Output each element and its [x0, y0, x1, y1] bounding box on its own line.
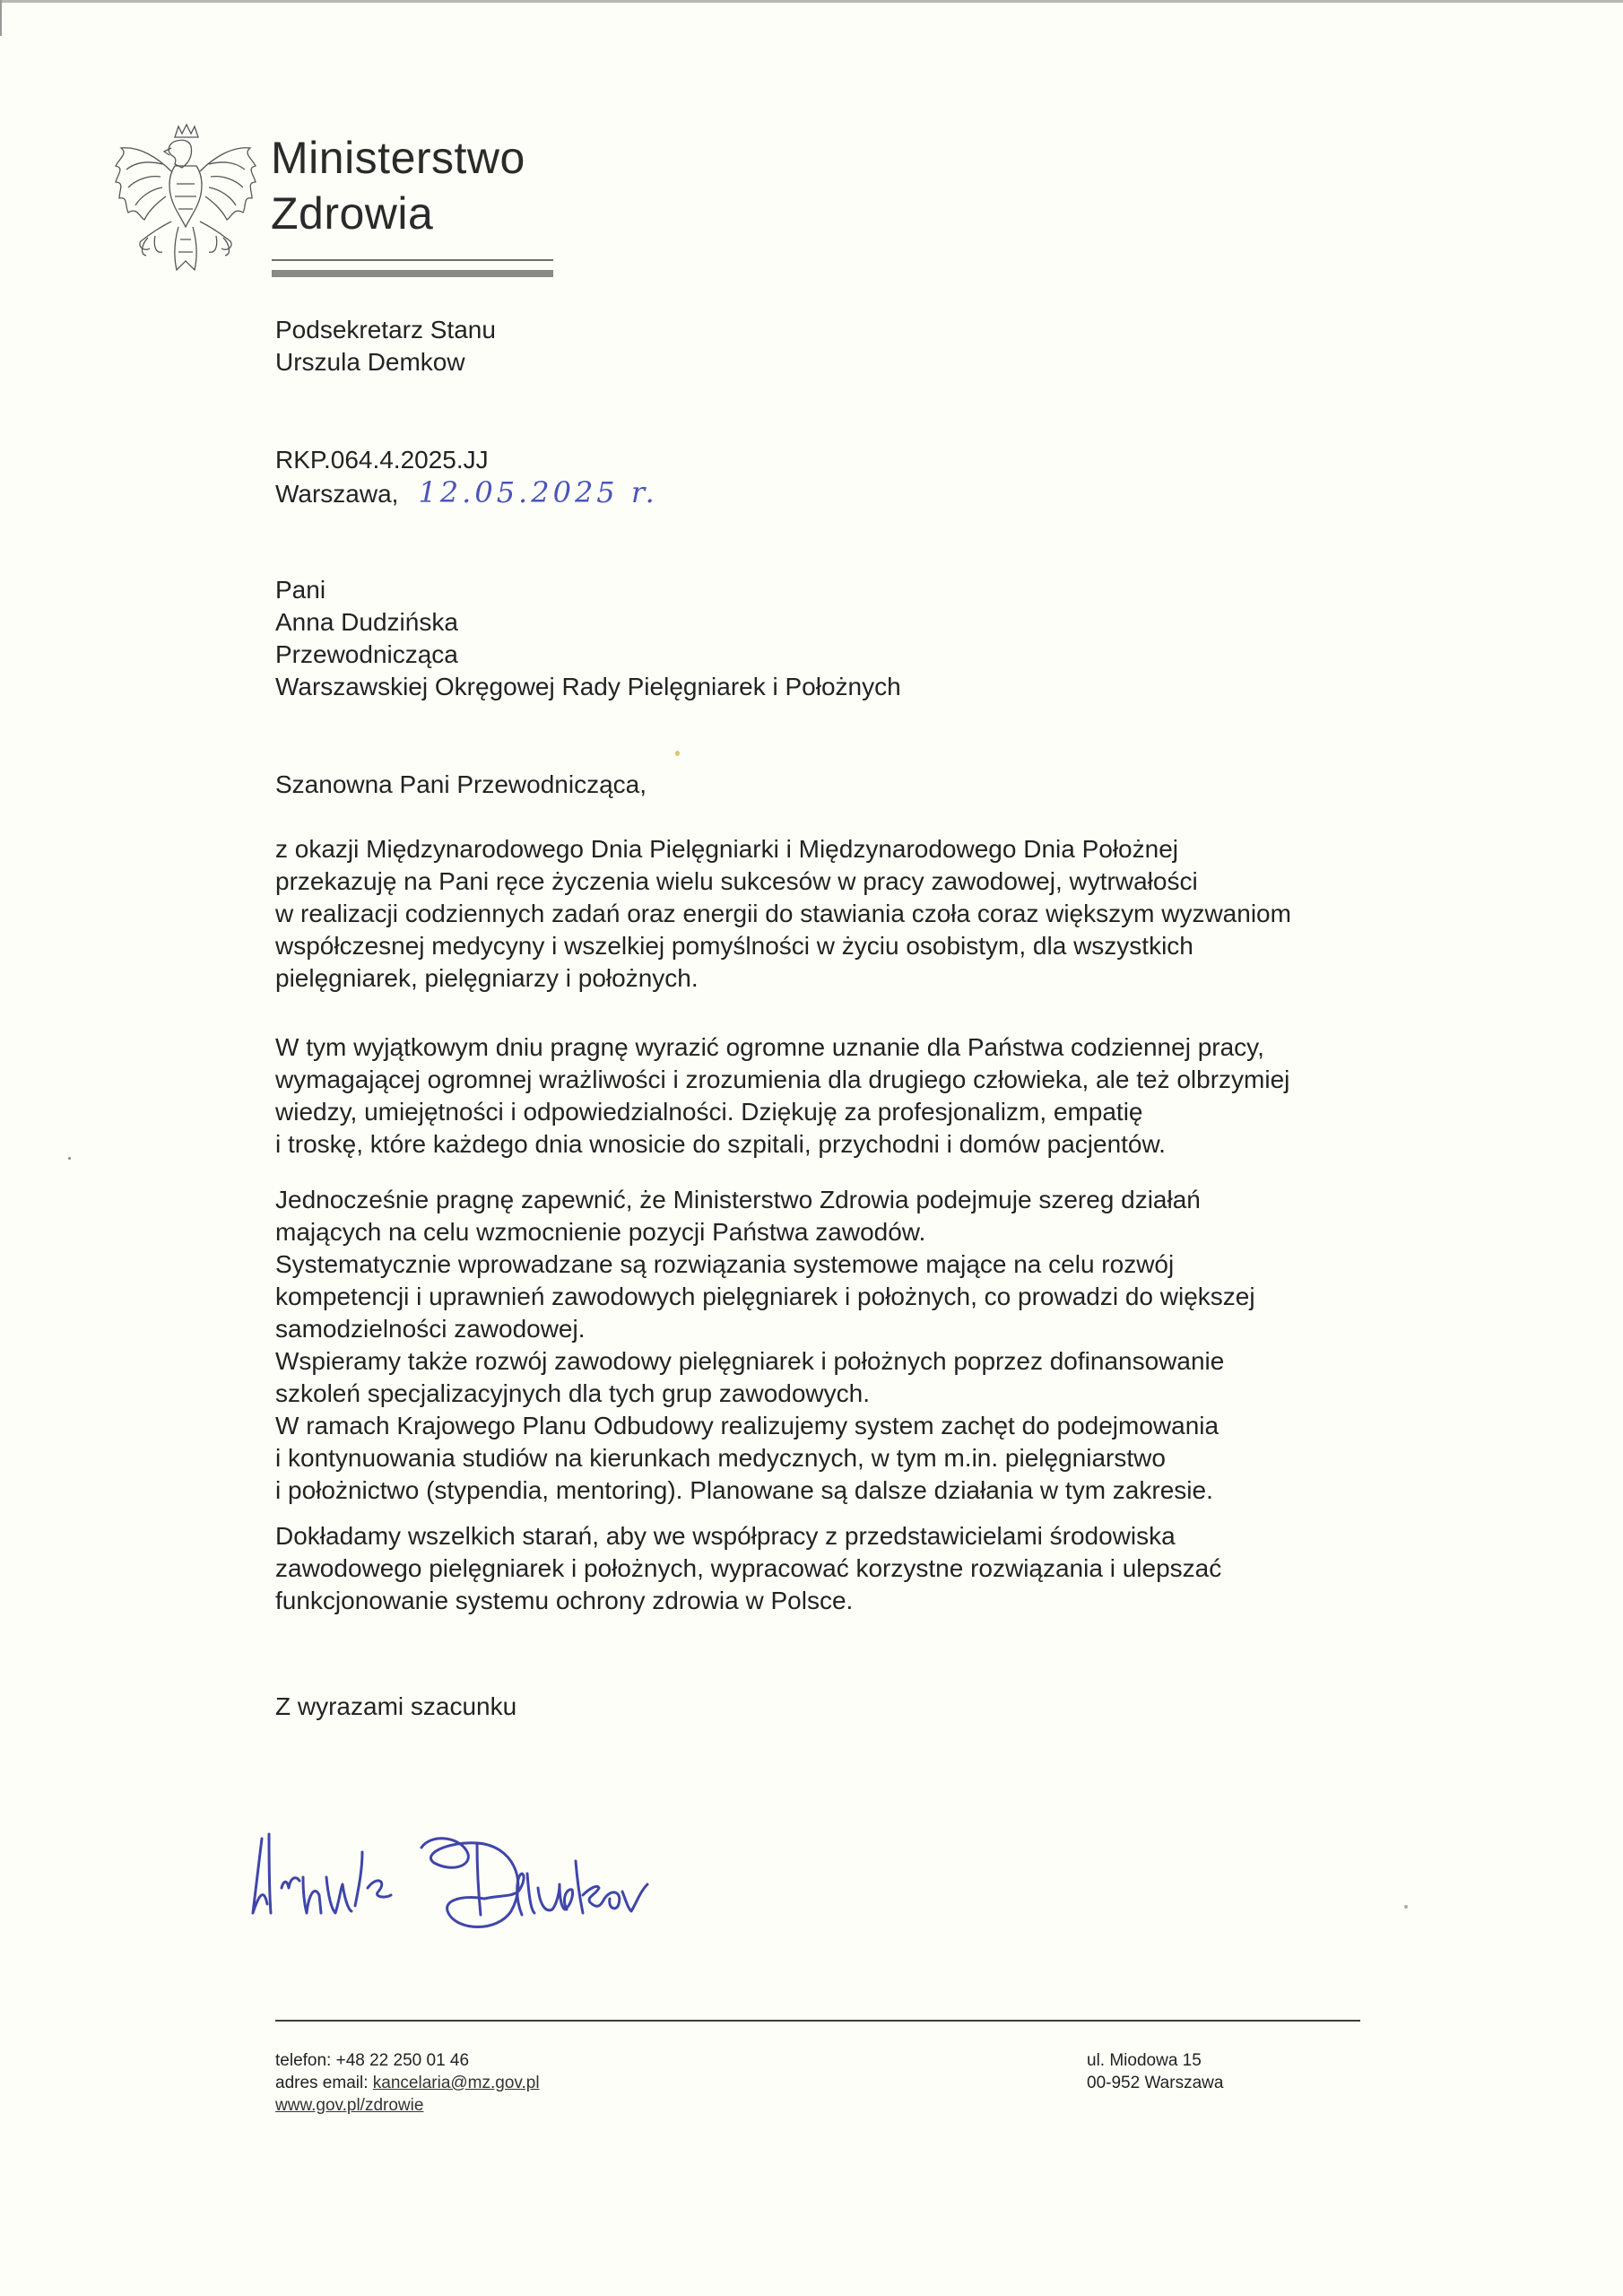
footer-email-link[interactable]: kancelaria@mz.gov.pl — [372, 2074, 540, 2092]
ministry-name-line2: Zdrowia — [271, 188, 434, 239]
scan-top-edge — [0, 0, 1623, 3]
paragraph-line: szkoleń specjalizacyjnych dla tych grup zawodowych. — [275, 1379, 870, 1407]
footer-email-row — [275, 2072, 540, 2094]
paragraph-line: przekazuję na Pani ręce życzenia wielu sukcesów w pracy zawodowej, wytrwałości — [275, 867, 1198, 895]
paragraph-line: W ramach Krajowego Planu Odbudowy realizujemy system zachęt do podejmowania — [275, 1412, 1219, 1439]
closing: Z wyrazami szacunku — [275, 1692, 517, 1720]
body-paragraph-3 — [275, 1184, 1387, 1507]
polish-eagle-emblem-icon — [112, 121, 260, 278]
recipient-organization: Warszawskiej Okręgowej Rady Pielęgniarek i Położnych — [275, 673, 901, 700]
footer-website-link[interactable]: www.gov.pl/zdrowie — [275, 2096, 424, 2115]
paragraph-line: mających na celu wzmocnienie pozycji Państwa zawodów. — [275, 1218, 926, 1246]
body-paragraph-1 — [275, 833, 1387, 995]
footer-street: ul. Miodowa 15 — [1087, 2051, 1202, 2070]
paragraph-line: pielęgniarek, pielęgniarzy i położnych. — [275, 964, 699, 992]
recipient-block — [275, 574, 901, 703]
handwritten-date: 12.05.2025 r. — [418, 475, 658, 509]
footer-email-label: adres email: — [275, 2074, 373, 2092]
recipient-name: Anna Dudzińska — [275, 608, 458, 636]
paragraph-line: i kontynuowania studiów na kierunkach medycznych, w tym m.in. pielęgniarstwo — [275, 1444, 1166, 1472]
paragraph-line: samodzielności zawodowej. — [275, 1315, 586, 1343]
paragraph-line: współczesnej medycyny i wszelkiej pomyślności w życiu osobistym, dla wszystkich — [275, 932, 1193, 960]
paragraph-line: zawodowego pielęgniarek i położnych, wypracować korzystne rozwiązania i ulepszać — [275, 1554, 1222, 1582]
letterhead-rule-thick — [272, 270, 553, 277]
paragraph-line: wiedzy, umiejętności i odpowiedzialności. Dziękuję za profesjonalizm, empatię — [275, 1098, 1143, 1126]
scan-speck — [675, 751, 680, 756]
place: Warszawa, — [275, 480, 399, 508]
scan-speck — [1404, 1905, 1408, 1909]
footer-address — [1087, 2049, 1223, 2094]
recipient-line: Pani — [275, 576, 326, 604]
paragraph-line: w realizacji codziennych zadań oraz energii do stawiania czoła coraz większym wyzwaniom — [275, 900, 1291, 927]
reference-number: RKP.064.4.2025.JJ — [275, 446, 489, 474]
footer-phone: telefon: +48 22 250 01 46 — [275, 2051, 470, 2070]
paragraph-line: Wspieramy także rozwój zawodowy pielęgniarek i położnych poprzez dofinansowanie — [275, 1347, 1225, 1375]
letterhead-rule-thin — [272, 259, 553, 261]
body-paragraph-2 — [275, 1031, 1387, 1161]
paragraph-line: i troskę, które każdego dnia wnosicie do szpitali, przychodni i domów pacjentów. — [275, 1130, 1166, 1158]
paragraph-line: Jednocześnie pragnę zapewnić, że Ministerstwo Zdrowia podejmuje szereg działań — [275, 1186, 1201, 1213]
ministry-name — [271, 130, 525, 241]
paragraph-line: W tym wyjątkowym dniu pragnę wyrazić ogromne uznanie dla Państwa codziennej pracy, — [275, 1033, 1264, 1061]
place-date-row — [275, 476, 658, 510]
sender-block — [275, 314, 496, 378]
paragraph-line: i położnictwo (stypendia, mentoring). Planowane są dalsze działania w tym zakresie. — [275, 1476, 1213, 1504]
footer-city: 00-952 Warszawa — [1087, 2074, 1224, 2092]
footer-contact — [275, 2049, 540, 2117]
handwritten-signature — [242, 1798, 798, 1933]
sender-title: Podsekretarz Stanu — [275, 316, 496, 344]
scan-left-edge — [0, 0, 2, 36]
salutation: Szanowna Pani Przewodnicząca, — [275, 770, 647, 798]
body-paragraph-4 — [275, 1520, 1387, 1617]
paragraph-line: wymagającej ogromnej wrażliwości i zrozumienia dla drugiego człowieka, ale też olbrzymiej — [275, 1065, 1290, 1093]
paragraph-line: kompetencji i uprawnień zawodowych pielęgniarek i położnych, co prowadzi do większej — [275, 1283, 1255, 1310]
recipient-position: Przewodnicząca — [275, 640, 458, 668]
scan-speck — [68, 1157, 71, 1160]
paragraph-line: funkcjonowanie systemu ochrony zdrowia w Polsce. — [275, 1587, 854, 1614]
paragraph-line: Systematycznie wprowadzane są rozwiązania systemowe mające na celu rozwój — [275, 1250, 1175, 1278]
paragraph-line: Dokładamy wszelkich starań, aby we współpracy z przedstawicielami środowiska — [275, 1522, 1176, 1550]
paragraph-line: z okazji Międzynarodowego Dnia Pielęgniarki i Międzynarodowego Dnia Położnej — [275, 835, 1178, 863]
sender-name: Urszula Demkow — [275, 348, 465, 376]
ministry-name-line1: Ministerstwo — [271, 133, 525, 183]
footer-rule — [275, 2020, 1360, 2022]
